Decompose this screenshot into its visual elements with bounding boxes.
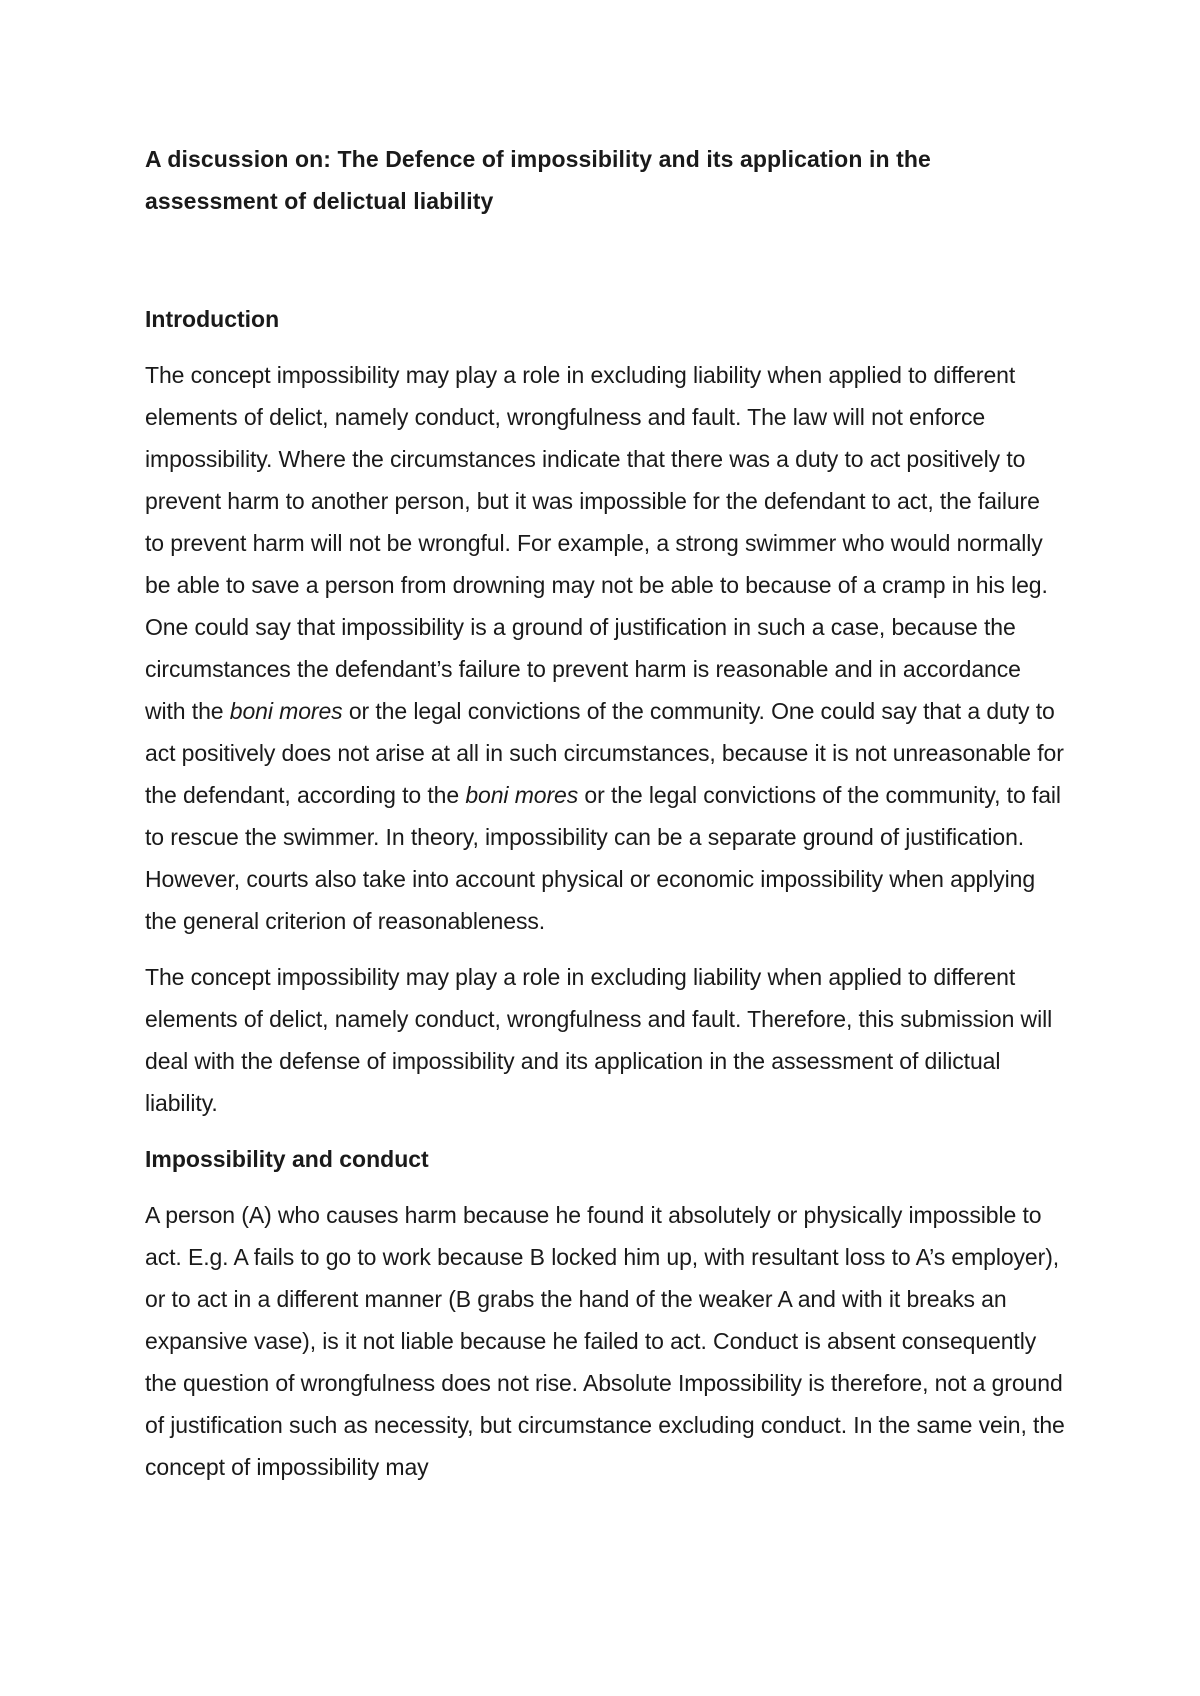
document-page bbox=[145, 138, 1065, 1488]
paragraph-text: The concept impossibility may play a role in excluding liability when applied to different elements of delict, namely conduct, wrongfulness and fault. The law will not enforce impossibility. Where the circumstances indicate that there was a duty to act positively to prevent harm to another person, but it was impossible for the defendant to act, the failure to prevent harm will not be wrongful. For example, a strong swimmer who would normally be able to save a person from drowning may not be able to because of a cramp in his leg. One could say that impossibility is a ground of justification in such a case, because the circumstances the defendant’s failure to prevent harm is reasonable and in accordance with the bbox=[145, 362, 1048, 724]
italic-term: boni mores bbox=[229, 698, 343, 724]
document-title: A discussion on: The Defence of impossibility and its application in the assessment of delictual liability bbox=[145, 146, 931, 214]
section-heading-introduction: Introduction bbox=[145, 306, 280, 332]
paragraph-text: or the legal convictions of the community, to fail to rescue the swimmer. In theory, impossibility can be a separate ground of justification. However, courts also take into account physical or economic impossibility when applying the general criterion of reasonableness. bbox=[145, 782, 1061, 934]
italic-term: boni mores bbox=[465, 782, 579, 808]
paragraph-text: or the legal convictions of the community. One could say that a duty to act positively does not arise at all in such circumstances, because it is not unreasonable for the defendant, according to the bbox=[145, 698, 1064, 808]
paragraph: A person (A) who causes harm because he found it absolutely or physically impossible to act. E.g. A fails to go to work because B locked him up, with resultant loss to A’s employer), or to act in a different manner (B grabs the hand of the weaker A and with it breaks an expansive vase), is it not liable because he failed to act. Conduct is absent consequently the question of wrongfulness does not rise. Absolute Impossibility is therefore, not a ground of justification such as necessity, but circumstance excluding conduct. In the same vein, the concept of impossibility may bbox=[145, 1202, 1065, 1480]
section-heading-impossibility-and-conduct: Impossibility and conduct bbox=[145, 1146, 429, 1172]
paragraph bbox=[145, 354, 1065, 942]
paragraph: The concept impossibility may play a role in excluding liability when applied to different elements of delict, namely conduct, wrongfulness and fault. Therefore, this submission will deal with the defense of impossibility and its application in the assessment of dilictual liability. bbox=[145, 964, 1053, 1116]
